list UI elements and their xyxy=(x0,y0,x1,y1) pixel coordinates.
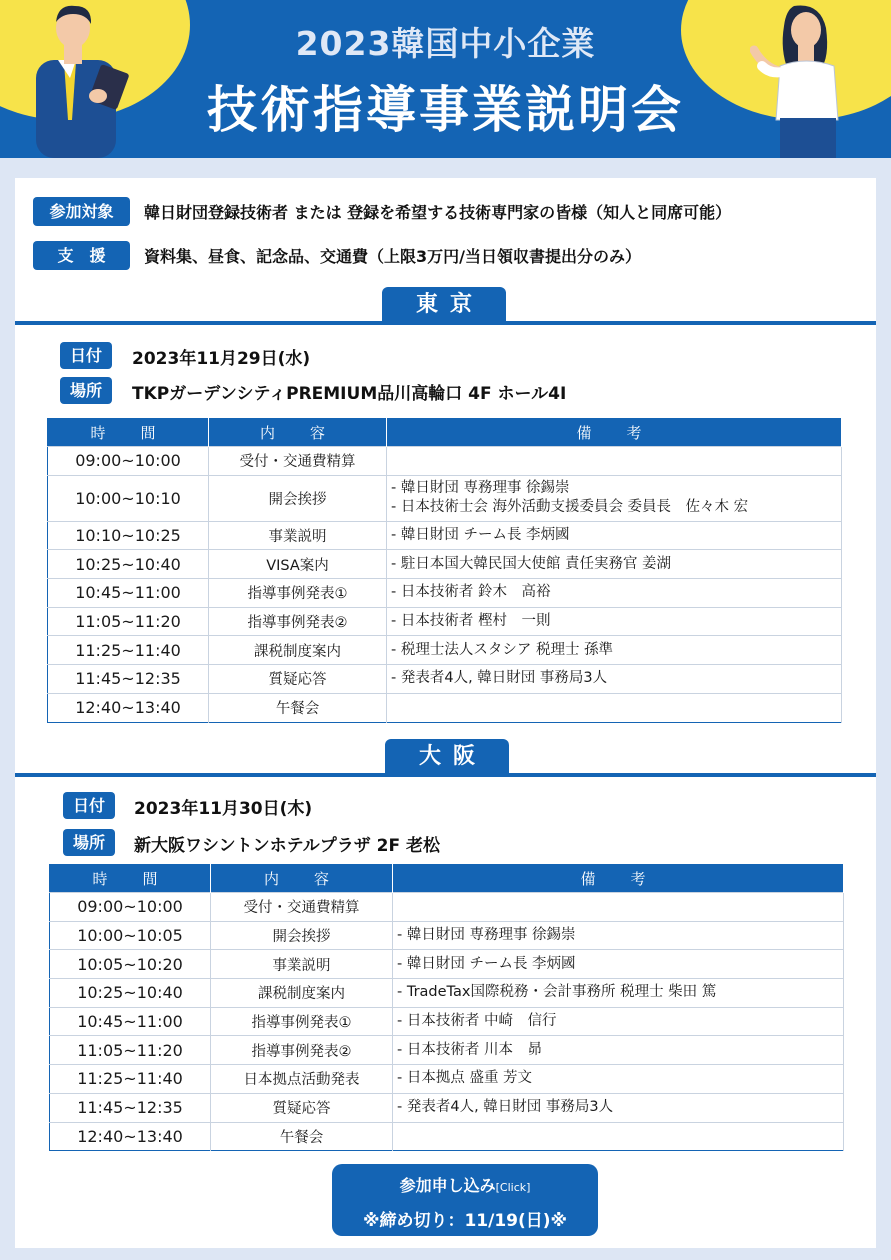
row-note xyxy=(393,1007,844,1036)
row-note xyxy=(387,607,842,636)
row-time: 11:25~11:40 xyxy=(50,1065,211,1094)
table-row xyxy=(50,1036,844,1065)
row-time: 09:00~10:00 xyxy=(48,447,209,476)
table-row xyxy=(48,447,842,476)
row-content: 午餐会 xyxy=(211,1122,393,1151)
register-label-line xyxy=(332,1173,598,1196)
header-time: 時 間 xyxy=(48,419,209,447)
row-time: 10:10~10:25 xyxy=(48,521,209,550)
row-note xyxy=(387,579,842,608)
row-content: 受付・交通費精算 xyxy=(211,893,393,922)
header-note: 備 考 xyxy=(387,419,842,447)
register-label: 参加申し込み xyxy=(399,1176,496,1195)
section-divider-tokyo xyxy=(15,321,876,325)
osaka-schedule-table xyxy=(49,864,844,1151)
header-content: 内 容 xyxy=(209,419,387,447)
row-note xyxy=(387,550,842,579)
table-row xyxy=(48,579,842,608)
header-note: 備 考 xyxy=(393,865,844,893)
deadline-text: ※締め切り：11/19(日)※ xyxy=(362,1211,568,1231)
row-note xyxy=(393,921,844,950)
row-time: 10:45~11:00 xyxy=(50,1007,211,1036)
row-note xyxy=(387,693,842,722)
note-line: - 日本技術士会 海外活動支援委員会 委員長 佐々木 宏 xyxy=(391,499,749,516)
header-banner xyxy=(0,0,891,158)
note-line: - 税理士法人スタシア 税理士 孫準 xyxy=(391,641,614,658)
osaka-date-label: 日付 xyxy=(63,792,115,819)
table-row xyxy=(50,1093,844,1122)
note-line: - 韓日財団 チーム長 李炳國 xyxy=(397,955,576,972)
row-content: 午餐会 xyxy=(209,693,387,722)
click-hint: [Click] xyxy=(495,1181,531,1194)
row-content: 質疑応答 xyxy=(211,1093,393,1122)
table-row xyxy=(50,921,844,950)
row-note xyxy=(387,665,842,694)
row-time: 12:40~13:40 xyxy=(50,1122,211,1151)
tokyo-place: TKPガーデンシティPREMIUM品川高輪口 4F ホール4I xyxy=(132,384,567,404)
row-time: 10:00~10:10 xyxy=(48,475,209,521)
osaka-place: 新大阪ワシントンホテルプラザ 2F 老松 xyxy=(134,836,441,856)
note-line: - 日本技術者 中崎 信行 xyxy=(397,1013,557,1030)
row-time: 10:05~10:20 xyxy=(50,950,211,979)
note-line: - 日本拠点 盛重 芳文 xyxy=(397,1070,533,1087)
row-note xyxy=(387,521,842,550)
row-note xyxy=(393,950,844,979)
row-time: 11:25~11:40 xyxy=(48,636,209,665)
row-time: 12:40~13:40 xyxy=(48,693,209,722)
row-note xyxy=(387,447,842,476)
table-header-row xyxy=(48,419,842,447)
register-button[interactable] xyxy=(332,1164,598,1236)
table-row xyxy=(50,950,844,979)
table-row xyxy=(50,1065,844,1094)
table-row xyxy=(50,979,844,1008)
table-row xyxy=(48,550,842,579)
table-row xyxy=(48,475,842,521)
row-content: 指導事例発表① xyxy=(209,579,387,608)
row-content: 日本拠点活動発表 xyxy=(211,1065,393,1094)
row-time: 10:45~11:00 xyxy=(48,579,209,608)
row-content: 開会挨拶 xyxy=(211,921,393,950)
tokyo-date: 2023年11月29日(水) xyxy=(132,349,311,369)
row-time: 10:00~10:05 xyxy=(50,921,211,950)
note-line: - TradeTax国際税務・会計事務所 税理士 柴田 篤 xyxy=(397,984,717,1001)
row-content: 課税制度案内 xyxy=(211,979,393,1008)
tokyo-place-label: 場所 xyxy=(60,377,112,404)
osaka-date: 2023年11月30日(木) xyxy=(134,799,313,819)
title-line-2: 技術指導事業説明会 xyxy=(207,81,684,139)
table-row xyxy=(48,521,842,550)
row-note xyxy=(393,1036,844,1065)
note-line: - 韓日財団 専務理事 徐錫崇 xyxy=(391,480,570,497)
row-time: 11:05~11:20 xyxy=(48,607,209,636)
row-content: 指導事例発表① xyxy=(211,1007,393,1036)
table-row xyxy=(50,1122,844,1151)
table-row xyxy=(48,607,842,636)
tokyo-schedule-table xyxy=(47,418,842,723)
row-note xyxy=(393,1122,844,1151)
row-note xyxy=(393,893,844,922)
row-content: 指導事例発表② xyxy=(209,607,387,636)
table-row xyxy=(48,665,842,694)
section-tab-osaka: 大阪 xyxy=(385,739,509,775)
row-time: 10:25~10:40 xyxy=(48,550,209,579)
header-content: 内 容 xyxy=(211,865,393,893)
header-time: 時 間 xyxy=(50,865,211,893)
row-content: 受付・交通費精算 xyxy=(209,447,387,476)
row-note xyxy=(387,636,842,665)
row-content: 課税制度案内 xyxy=(209,636,387,665)
note-line: - 発表者4人, 韓日財団 事務局3人 xyxy=(397,1099,614,1116)
tokyo-date-label: 日付 xyxy=(60,342,112,369)
content-card xyxy=(15,178,876,1248)
row-time: 10:25~10:40 xyxy=(50,979,211,1008)
note-line: - 韓日財団 チーム長 李炳國 xyxy=(391,527,570,544)
table-row xyxy=(50,1007,844,1036)
note-line: - 日本技術者 樫村 一則 xyxy=(391,613,551,630)
row-content: 事業説明 xyxy=(211,950,393,979)
note-line: - 発表者4人, 韓日財団 事務局3人 xyxy=(391,670,608,687)
target-label: 参加対象 xyxy=(33,197,130,226)
row-note xyxy=(387,475,842,521)
target-text: 韓日財団登録技術者 または 登録を希望する技術専門家の皆様（知人と同席可能） xyxy=(144,203,732,222)
section-divider-osaka xyxy=(15,773,876,777)
table-row xyxy=(48,693,842,722)
note-line: - 韓日財団 専務理事 徐錫崇 xyxy=(397,927,576,944)
note-line: - 日本技術者 川本 昴 xyxy=(397,1041,542,1058)
note-line: - 日本技術者 鈴木 高裕 xyxy=(391,584,551,601)
row-content: 開会挨拶 xyxy=(209,475,387,521)
row-note xyxy=(393,979,844,1008)
row-content: 事業説明 xyxy=(209,521,387,550)
row-time: 09:00~10:00 xyxy=(50,893,211,922)
row-time: 11:45~12:35 xyxy=(50,1093,211,1122)
row-note xyxy=(393,1065,844,1094)
row-note xyxy=(393,1093,844,1122)
table-header-row xyxy=(50,865,844,893)
row-time: 11:05~11:20 xyxy=(50,1036,211,1065)
table-row xyxy=(50,893,844,922)
section-tab-tokyo: 東京 xyxy=(382,287,506,323)
row-content: VISA案内 xyxy=(209,550,387,579)
note-line: - 駐日本国大韓民国大使館 責任実務官 姜湖 xyxy=(391,555,672,572)
title-line-1: 2023韓国中小企業 xyxy=(295,24,596,63)
row-content: 指導事例発表② xyxy=(211,1036,393,1065)
row-content: 質疑応答 xyxy=(209,665,387,694)
table-row xyxy=(48,636,842,665)
support-text: 資料集、昼食、記念品、交通費（上限3万円/当日領収書提出分のみ） xyxy=(144,247,641,266)
osaka-place-label: 場所 xyxy=(63,829,115,856)
support-label: 支 援 xyxy=(33,241,130,270)
row-time: 11:45~12:35 xyxy=(48,665,209,694)
